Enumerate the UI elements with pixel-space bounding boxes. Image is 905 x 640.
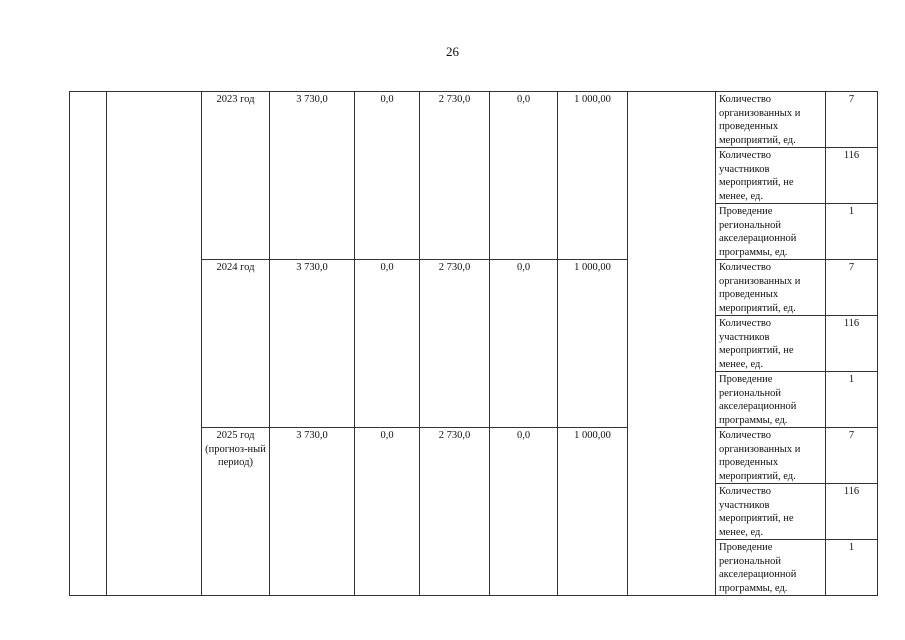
other-sources-cell: 1 000,00: [558, 428, 628, 596]
federal-budget-cell: 0,0: [355, 428, 420, 596]
total-cell: 3 730,0: [270, 92, 355, 260]
municipal-budget-cell: 0,0: [490, 428, 558, 596]
indicator-value: 1: [826, 204, 878, 260]
year-cell: 2025 год (прогноз-ный период): [202, 428, 270, 596]
table-row: [70, 92, 878, 148]
total-cell: 3 730,0: [270, 428, 355, 596]
municipal-budget-cell: 0,0: [490, 92, 558, 260]
indicator-label: Проведение региональной акселерационной программы, ед.: [716, 372, 826, 428]
federal-budget-cell: 0,0: [355, 260, 420, 428]
indicator-label: Количество организованных и проведенных мероприятий, ед.: [716, 92, 826, 148]
indicator-label: Количество участников мероприятий, не менее, ед.: [716, 148, 826, 204]
indicator-value: 7: [826, 428, 878, 484]
indicator-value: 116: [826, 148, 878, 204]
number-cell: [70, 92, 107, 596]
regional-budget-cell: 2 730,0: [420, 428, 490, 596]
municipal-budget-cell: 0,0: [490, 260, 558, 428]
indicator-value: 116: [826, 484, 878, 540]
program-table: [69, 91, 878, 596]
executor-cell: [628, 92, 716, 596]
federal-budget-cell: 0,0: [355, 92, 420, 260]
regional-budget-cell: 2 730,0: [420, 92, 490, 260]
indicator-label: Количество участников мероприятий, не менее, ед.: [716, 484, 826, 540]
indicator-label: Проведение региональной акселерационной программы, ед.: [716, 204, 826, 260]
indicator-value: 7: [826, 260, 878, 316]
indicator-label: Количество организованных и проведенных мероприятий, ед.: [716, 428, 826, 484]
other-sources-cell: 1 000,00: [558, 260, 628, 428]
year-cell: 2023 год: [202, 92, 270, 260]
event-name-cell: [107, 92, 202, 596]
page-number: 26: [446, 44, 459, 59]
indicator-value: 1: [826, 372, 878, 428]
indicator-label: Количество участников мероприятий, не менее, ед.: [716, 316, 826, 372]
total-cell: 3 730,0: [270, 260, 355, 428]
regional-budget-cell: 2 730,0: [420, 260, 490, 428]
indicator-value: 116: [826, 316, 878, 372]
indicator-label: Проведение региональной акселерационной программы, ед.: [716, 540, 826, 596]
indicator-value: 1: [826, 540, 878, 596]
indicator-value: 7: [826, 92, 878, 148]
indicator-label: Количество организованных и проведенных мероприятий, ед.: [716, 260, 826, 316]
year-cell: 2024 год: [202, 260, 270, 428]
other-sources-cell: 1 000,00: [558, 92, 628, 260]
